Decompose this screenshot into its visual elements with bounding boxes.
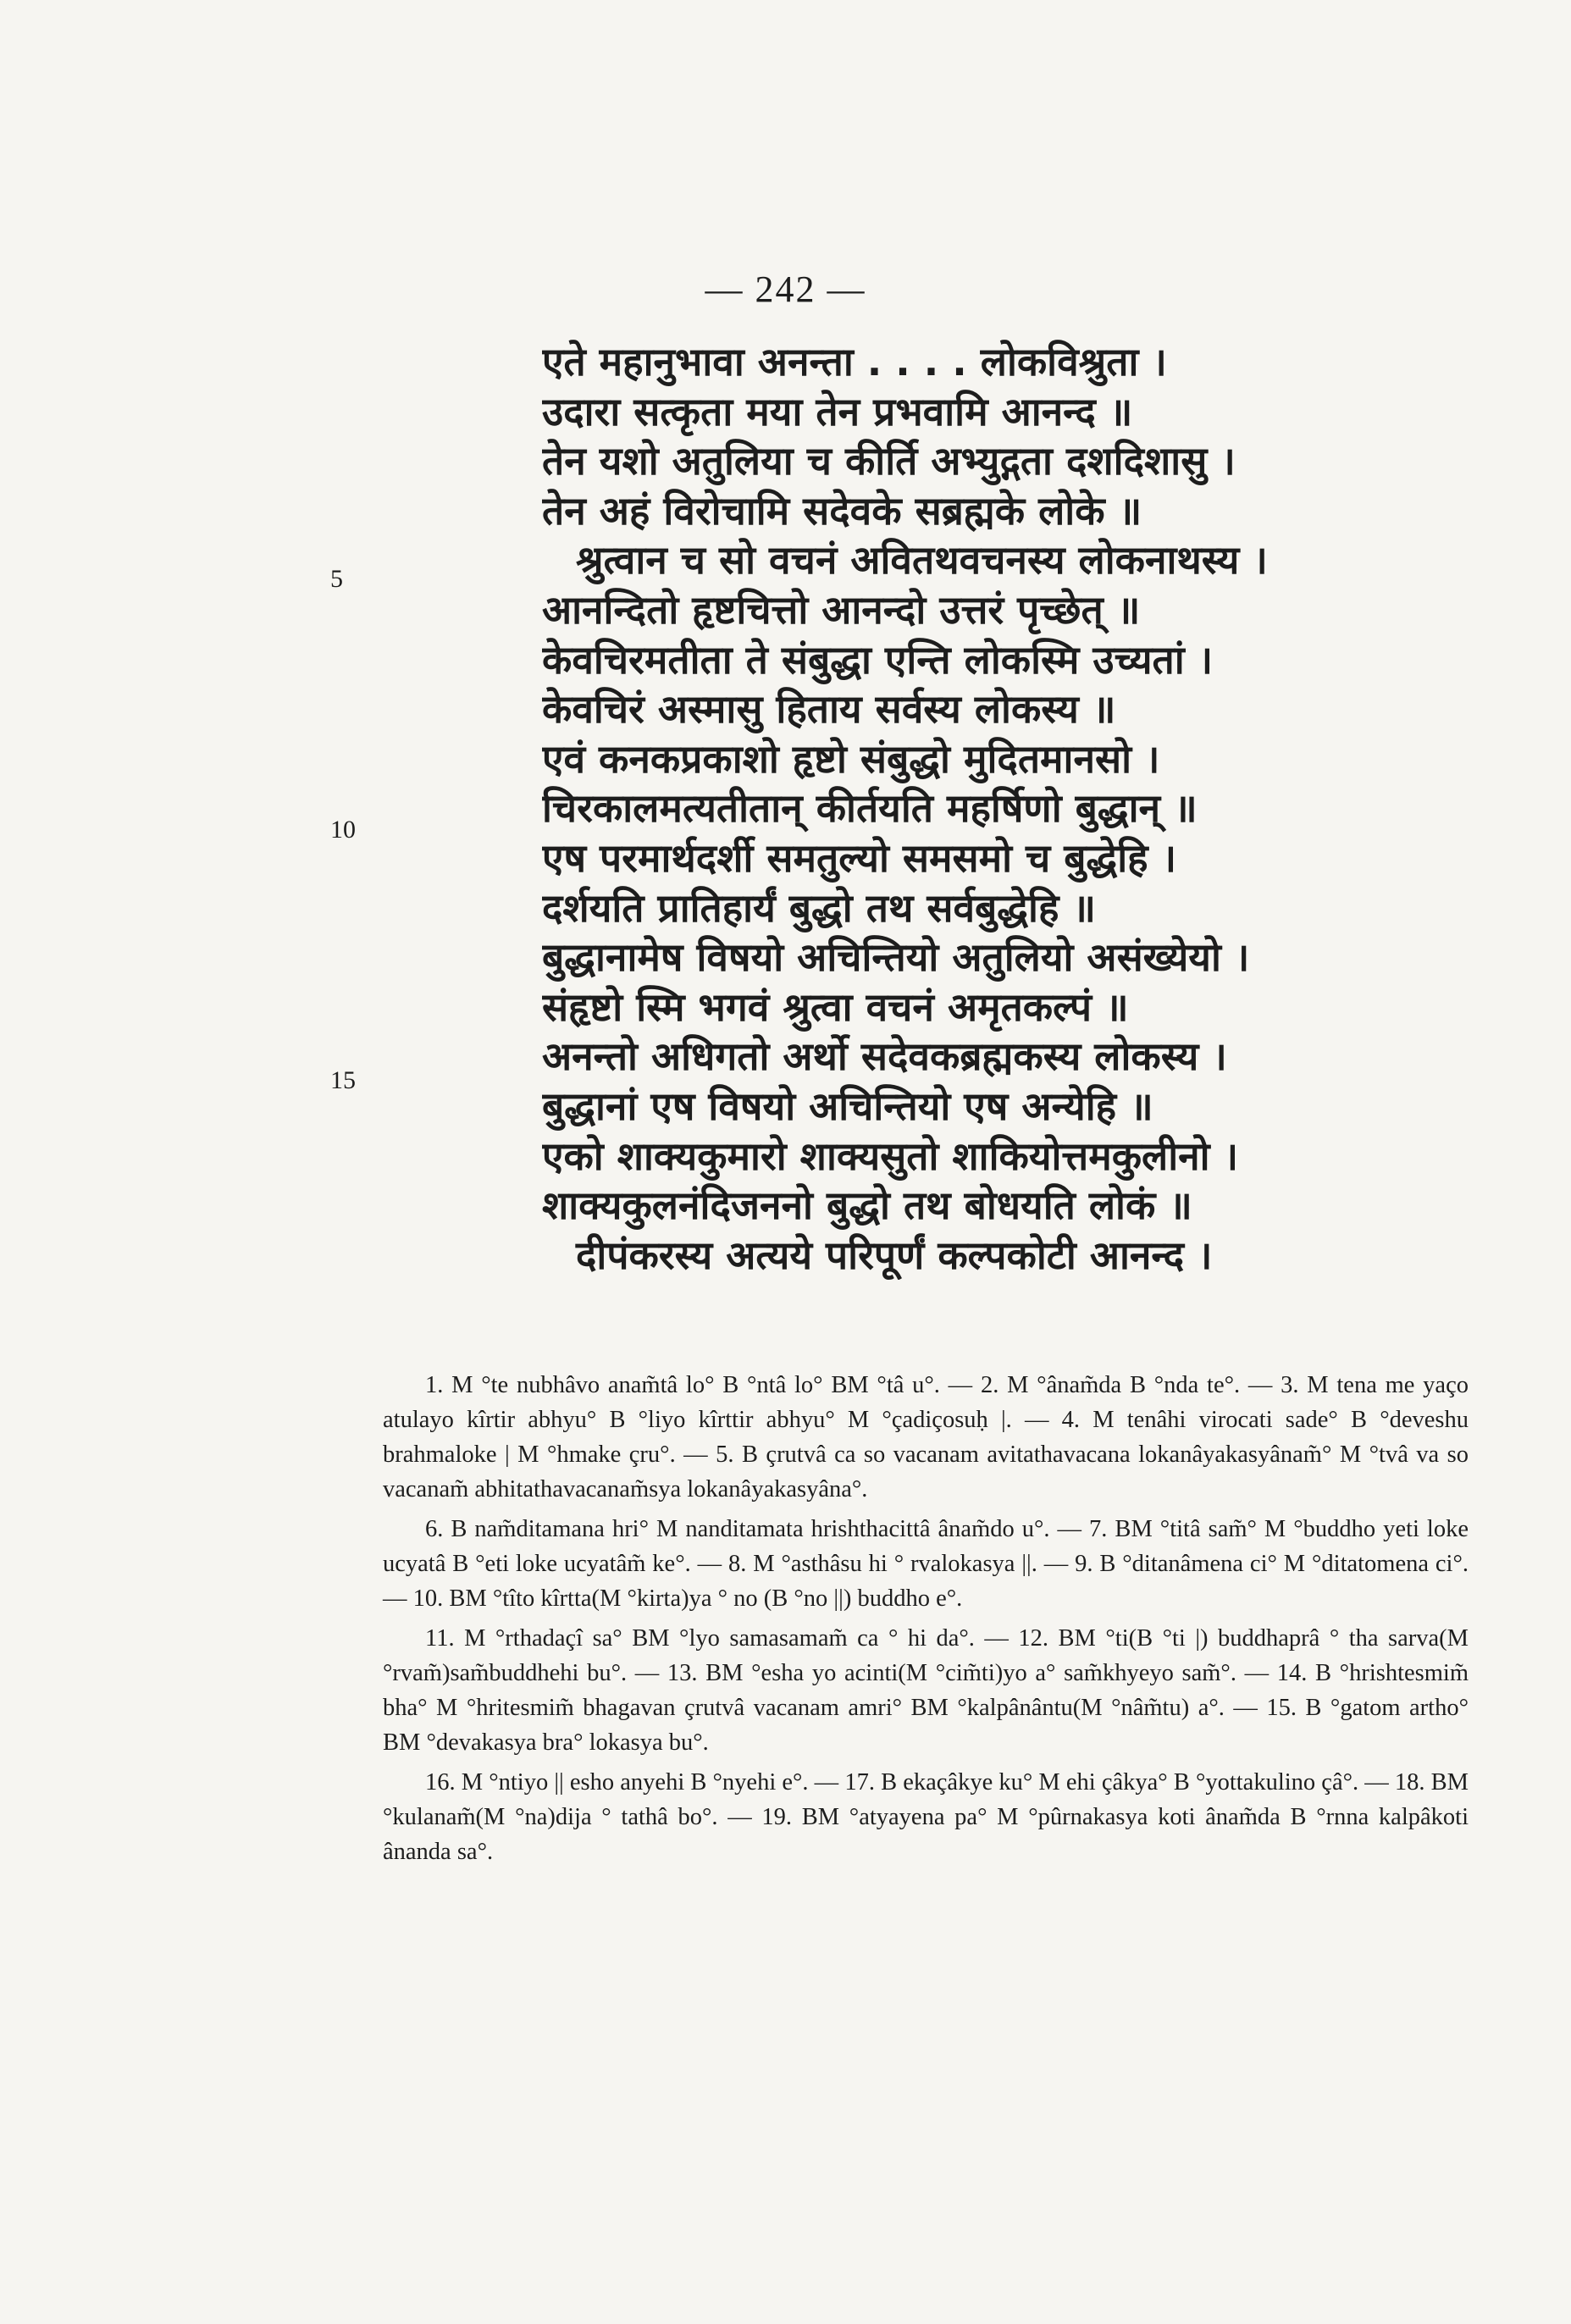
note-paragraph: 1. M °te nubhâvo anam̃tâ lo° B °ntâ lo° BM °tâ u°. — 2. M °ânam̃da B °nda te°. — 3. M tena me yaço atulayo kîrtir abhyu° B °liyo kîrttir abhyu° M °çadiçosuḥ |. — 4. M tenâhi virocati sade° B °deveshu brahmaloke | M °hmake çru°. — 5. B çrutvâ ca so vacanam avitathavacana lokanâyakasyânam̃° M °tvâ va so vacanam̃ abhitathavacanam̃sya lokanâyakasyâna°. — [383, 1372, 1469, 1502]
sanskrit-verses — [542, 337, 1389, 1280]
verse-line: केवचिरमतीता ते संबुद्धा एन्ति लोकस्मि उच्यतां । — [542, 636, 1214, 683]
note-paragraph: 16. M °ntiyo || esho anyehi B °nyehi e°. — 17. B ekaçâkye ku° M ehi çâkya° B °yottakulino çâ°. — 18. BM °kulanam̃(M °na)dija ° tathâ bo°. — 19. BM °atyayena pa° M °pûrnakasya koti ânam̃da B °rnna kalpâkoti ânanda sa°. — [383, 1769, 1469, 1865]
verse-line: केवचिरं अस्मासु हिताय सर्वस्य लोकस्य ॥ — [542, 686, 1116, 733]
verse-line: तेन अहं विरोचामि सदेवके सब्रह्मके लोके ॥ — [542, 487, 1142, 534]
verse-line: चिरकालमत्यतीतान् कीर्तयति महर्षिणो बुद्धान् ॥ — [542, 785, 1198, 832]
verse-line: संहृष्टो स्मि भगवं श्रुत्वा वचनं अमृतकल्पं ॥ — [542, 983, 1129, 1030]
page-number: — 242 — — [705, 268, 866, 310]
line-number-5: 5 — [330, 565, 343, 593]
verse-line: एष परमार्थदर्शी समतुल्यो समसमो च बुद्धेहि । — [542, 834, 1177, 881]
verse-line: बुद्धानां एष विषयो अचिन्तियो एष अन्येहि ॥ — [542, 1082, 1153, 1129]
line-number-15: 15 — [330, 1066, 356, 1094]
verse-line: अनन्तो अधिगतो अर्थो सदेवकब्रह्मकस्य लोकस्य । — [542, 1033, 1227, 1080]
verse-line: शाक्यकुलनंदिजननो बुद्धो तथ बोधयति लोकं ॥ — [542, 1182, 1192, 1229]
verse-line: एवं कनकप्रकाशो हृष्टो संबुद्धो मुदितमानसो । — [542, 735, 1160, 782]
note-paragraph: 6. B nam̃ditamana hri° M nanditamata hrishthacittâ ânam̃do u°. — 7. BM °titâ sam̃° M °buddho yeti loke ucyatâ B °eti loke ucyatâm̃ ke°. — 8. M °asthâsu hi ° rvalokasya ||. — 9. B °ditanâmena ci° M °ditatomena ci°. — 10. BM °tîto kîrtta(M °kirta)ya ° no (B °no ||) buddho e°. — [383, 1516, 1469, 1612]
line-number-10: 10 — [330, 816, 356, 844]
verse-line: उदारा सत्कृता मया तेन प्रभवामि आनन्द ॥ — [542, 388, 1133, 434]
verse-line: दर्शयति प्रातिहार्यं बुद्धो तथ सर्वबुद्धेहि ॥ — [542, 884, 1096, 931]
verse-line: आनन्दितो हृष्टचित्तो आनन्दो उत्तरं पृच्छेत् ॥ — [542, 586, 1141, 633]
verse-line: एते महानुभावा अनन्ता . . . . लोकविश्रुता । — [542, 339, 1167, 385]
verse-line: श्रुत्वान च सो वचनं अवितथवचनस्य लोकनाथस्य । — [576, 537, 1268, 584]
variant-readings-notes — [383, 1368, 1469, 1874]
verse-line: तेन यशो अतुलिया च कीर्ति अभ्युद्गता दशदिशासु । — [542, 438, 1236, 484]
note-paragraph: 11. M °rthadaçî sa° BM °lyo samasamam̃ ca ° hi da°. — 12. BM °ti(B °ti |) buddhaprâ ° tha sarva(M °rvam̃)sam̃buddhehi bu°. — 13. BM °esha yo acinti(M °cim̃ti)yo a° sam̃khyeyo sam̃°. — 14. B °hrishtesmim̃ bha° M °hritesmim̃ bhagavan çrutvâ vacanam amri° BM °kalpânântu(M °nâm̃tu) a°. — 15. B °gatom artho° BM °devakasya bra° lokasya bu°. — [383, 1625, 1469, 1756]
verse-line: एको शाक्यकुमारो शाक्यसुतो शाकियोत्तमकुलीनो । — [542, 1132, 1239, 1179]
verse-line: बुद्धानामेष विषयो अचिन्तियो अतुलियो असंख्येयो । — [542, 934, 1250, 981]
verse-line: दीपंकरस्य अत्यये परिपूर्णं कल्पकोटी आनन्द । — [576, 1231, 1213, 1278]
